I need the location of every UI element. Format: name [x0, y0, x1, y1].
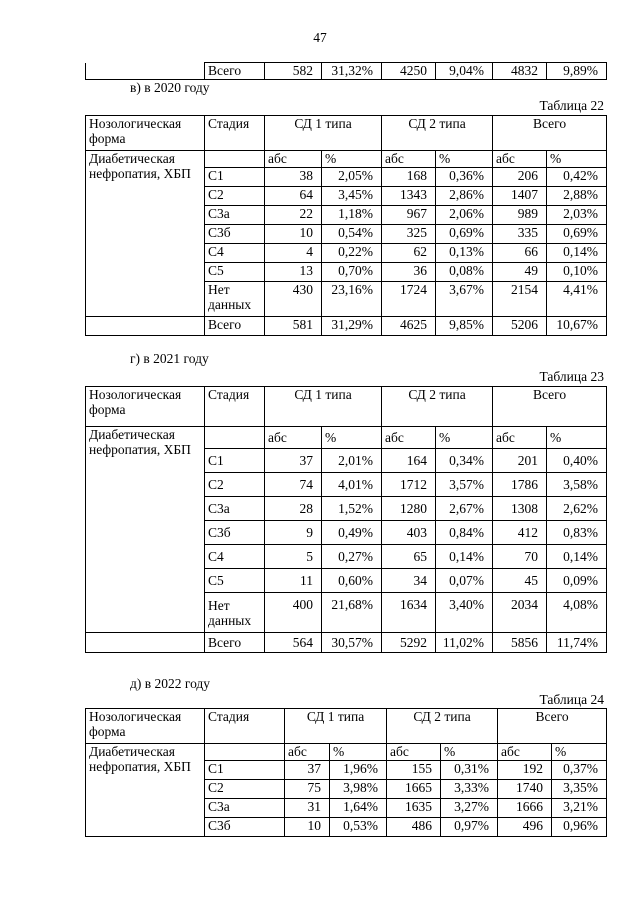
sd1-pct-cell: 31,32%: [322, 63, 382, 80]
sd2-abs-cell: 967: [382, 206, 436, 225]
sd1-abs-cell: 64: [265, 187, 322, 206]
sd2-abs-cell: 62: [382, 244, 436, 263]
form-cell: [86, 63, 205, 80]
stage-cell: С1: [205, 168, 265, 187]
sd2-abs-header: абс: [382, 427, 436, 449]
header-form: Нозологическая форма: [86, 709, 205, 744]
total-abs-header: абс: [493, 427, 547, 449]
total-pct-cell: 0,83%: [547, 521, 607, 545]
subheader-row: [86, 427, 607, 449]
sd2-pct-cell: 3,33%: [441, 780, 498, 799]
total-abs-cell: 206: [493, 168, 547, 187]
total-pct-header: %: [547, 427, 607, 449]
sd2-pct-cell: 0,84%: [436, 521, 493, 545]
sd1-pct-cell: 23,16%: [322, 282, 382, 317]
total-pct-cell: 4,08%: [547, 593, 607, 633]
total-abs-cell: 496: [498, 818, 552, 837]
sd1-abs-cell: 400: [265, 593, 322, 633]
stage-cell: С2: [205, 780, 285, 799]
stage-cell: С3б: [205, 225, 265, 244]
form-cell: [86, 317, 205, 336]
sd2-abs-cell: 34: [382, 569, 436, 593]
stage-cell: [205, 151, 265, 168]
sd1-abs-cell: 9: [265, 521, 322, 545]
stage-cell: Нет данных: [205, 593, 265, 633]
sd2-abs-cell: 403: [382, 521, 436, 545]
sd1-pct-header: %: [322, 427, 382, 449]
total-pct-cell: 3,58%: [547, 473, 607, 497]
sd2-abs-cell: 1665: [387, 780, 441, 799]
sd1-pct-cell: 31,29%: [322, 317, 382, 336]
total-pct-cell: 3,21%: [552, 799, 607, 818]
sd1-pct-header: %: [322, 151, 382, 168]
sd1-pct-cell: 3,98%: [330, 780, 387, 799]
sd2-pct-cell: 2,06%: [436, 206, 493, 225]
table-row-total: [86, 317, 607, 336]
total-abs-cell: 70: [493, 545, 547, 569]
sd1-abs-cell: 13: [265, 263, 322, 282]
section-caption-2022: д) в 2022 году: [130, 676, 211, 691]
sd1-pct-cell: 21,68%: [322, 593, 382, 633]
sd1-abs-cell: 4: [265, 244, 322, 263]
sd1-abs-cell: 11: [265, 569, 322, 593]
sd1-pct-header: %: [330, 744, 387, 761]
header-row: [86, 116, 607, 151]
sd2-pct-cell: 0,69%: [436, 225, 493, 244]
stage-cell: С5: [205, 569, 265, 593]
table-label-24: Таблица 24: [539, 692, 604, 707]
form-cell: Диабетическая нефропатия, ХБП: [86, 427, 205, 633]
total-pct-cell: 3,35%: [552, 780, 607, 799]
header-total: Всего: [498, 709, 607, 744]
stage-cell: С1: [205, 449, 265, 473]
total-pct-cell: 11,74%: [547, 633, 607, 653]
subheader-row: [86, 744, 607, 761]
total-abs-cell: 45: [493, 569, 547, 593]
form-cell: Диабетическая нефропатия, ХБП: [86, 151, 205, 317]
stage-cell: Всего: [205, 317, 265, 336]
sd2-abs-cell: 1635: [387, 799, 441, 818]
total-pct-cell: 4,41%: [547, 282, 607, 317]
stage-cell: С3а: [205, 497, 265, 521]
sd1-pct-cell: 0,49%: [322, 521, 382, 545]
total-pct-cell: 0,09%: [547, 569, 607, 593]
sd2-abs-cell: 168: [382, 168, 436, 187]
sd2-pct-cell: 3,67%: [436, 282, 493, 317]
sd1-abs-header: абс: [285, 744, 330, 761]
stage-cell: С4: [205, 545, 265, 569]
sd1-pct-cell: 2,01%: [322, 449, 382, 473]
total-pct-cell: 0,69%: [547, 225, 607, 244]
header-sd1: СД 1 типа: [265, 116, 382, 151]
sd2-abs-cell: 325: [382, 225, 436, 244]
stage-cell: С2: [205, 187, 265, 206]
sd1-pct-cell: 3,45%: [322, 187, 382, 206]
total-abs-cell: 1407: [493, 187, 547, 206]
table-label-23: Таблица 23: [539, 369, 604, 384]
sd1-abs-cell: 38: [265, 168, 322, 187]
section-caption-2021: г) в 2021 году: [130, 351, 209, 366]
stage-cell: Нет данных: [205, 282, 265, 317]
sd2-abs-cell: 1712: [382, 473, 436, 497]
total-pct-cell: 0,42%: [547, 168, 607, 187]
sd2-pct-cell: 0,97%: [441, 818, 498, 837]
total-pct-cell: 0,96%: [552, 818, 607, 837]
sd2-pct-cell: 0,34%: [436, 449, 493, 473]
sd1-pct-cell: 1,18%: [322, 206, 382, 225]
total-abs-cell: 989: [493, 206, 547, 225]
sd2-pct-cell: 11,02%: [436, 633, 493, 653]
total-abs-cell: 192: [498, 761, 552, 780]
sd2-pct-cell: 2,67%: [436, 497, 493, 521]
subheader-row: [86, 151, 607, 168]
sd1-abs-cell: 28: [265, 497, 322, 521]
header-sd1: СД 1 типа: [285, 709, 387, 744]
sd2-abs-cell: 5292: [382, 633, 436, 653]
stage-cell: С3а: [205, 799, 285, 818]
total-abs-header: абс: [498, 744, 552, 761]
sd1-pct-cell: 0,70%: [322, 263, 382, 282]
sd2-abs-cell: 164: [382, 449, 436, 473]
sd2-pct-cell: 9,85%: [436, 317, 493, 336]
stage-cell: С5: [205, 263, 265, 282]
stage-cell: [205, 744, 285, 761]
sd1-pct-cell: 0,54%: [322, 225, 382, 244]
header-row: [86, 387, 607, 427]
sd2-pct-cell: 3,40%: [436, 593, 493, 633]
sd1-pct-cell: 0,22%: [322, 244, 382, 263]
sd2-pct-cell: 0,08%: [436, 263, 493, 282]
header-row: [86, 709, 607, 744]
sd2-pct-cell: 2,86%: [436, 187, 493, 206]
sd1-abs-cell: 22: [265, 206, 322, 225]
sd2-abs-header: абс: [387, 744, 441, 761]
total-pct-cell: 0,37%: [552, 761, 607, 780]
sd1-pct-cell: 0,53%: [330, 818, 387, 837]
sd2-pct-cell: 0,13%: [436, 244, 493, 263]
table-24: [85, 708, 607, 837]
sd1-pct-cell: 1,52%: [322, 497, 382, 521]
sd2-pct-cell: 3,57%: [436, 473, 493, 497]
stage-cell: С3б: [205, 818, 285, 837]
sd1-abs-cell: 37: [265, 449, 322, 473]
header-sd2: СД 2 типа: [382, 387, 493, 427]
header-form: Нозологическая форма: [86, 387, 205, 427]
sd1-pct-cell: 0,60%: [322, 569, 382, 593]
form-cell: Диабетическая нефропатия, ХБП: [86, 744, 205, 837]
sd1-abs-cell: 75: [285, 780, 330, 799]
header-sd2: СД 2 типа: [382, 116, 493, 151]
sd1-pct-cell: 1,96%: [330, 761, 387, 780]
total-pct-cell: 0,14%: [547, 545, 607, 569]
sd2-abs-cell: 65: [382, 545, 436, 569]
section-caption-2020: в) в 2020 году: [130, 80, 210, 95]
stage-cell: Всего: [205, 63, 265, 80]
sd1-pct-cell: 0,27%: [322, 545, 382, 569]
sd1-pct-cell: 30,57%: [322, 633, 382, 653]
sd2-abs-cell: 1343: [382, 187, 436, 206]
sd2-abs-cell: 4625: [382, 317, 436, 336]
sd2-abs-cell: 4250: [382, 63, 436, 80]
stage-cell: С3б: [205, 521, 265, 545]
form-cell: [86, 633, 205, 653]
total-abs-cell: 49: [493, 263, 547, 282]
sd1-abs-cell: 37: [285, 761, 330, 780]
continued-table: [85, 62, 607, 80]
table-label-22: Таблица 22: [539, 98, 604, 113]
sd2-abs-cell: 1280: [382, 497, 436, 521]
sd1-abs-cell: 10: [265, 225, 322, 244]
stage-cell: С4: [205, 244, 265, 263]
page-number: 47: [313, 30, 327, 45]
sd1-abs-cell: 74: [265, 473, 322, 497]
total-pct-header: %: [552, 744, 607, 761]
total-pct-cell: 0,40%: [547, 449, 607, 473]
sd2-pct-cell: 0,31%: [441, 761, 498, 780]
stage-cell: [205, 427, 265, 449]
sd1-abs-cell: 582: [265, 63, 322, 80]
total-abs-cell: 66: [493, 244, 547, 263]
total-abs-cell: 335: [493, 225, 547, 244]
total-abs-header: абс: [493, 151, 547, 168]
sd1-abs-header: абс: [265, 427, 322, 449]
total-abs-cell: 5856: [493, 633, 547, 653]
total-pct-cell: 0,10%: [547, 263, 607, 282]
sd2-abs-cell: 486: [387, 818, 441, 837]
total-pct-cell: 9,89%: [547, 63, 607, 80]
header-sd1: СД 1 типа: [265, 387, 382, 427]
total-abs-cell: 412: [493, 521, 547, 545]
total-pct-cell: 2,62%: [547, 497, 607, 521]
sd2-abs-cell: 1634: [382, 593, 436, 633]
stage-cell: Всего: [205, 633, 265, 653]
total-abs-cell: 4832: [493, 63, 547, 80]
sd1-abs-cell: 10: [285, 818, 330, 837]
table-23: [85, 386, 607, 653]
total-abs-cell: 2154: [493, 282, 547, 317]
sd2-pct-cell: 0,36%: [436, 168, 493, 187]
sd1-pct-cell: 1,64%: [330, 799, 387, 818]
total-pct-cell: 10,67%: [547, 317, 607, 336]
sd1-abs-cell: 5: [265, 545, 322, 569]
sd1-pct-cell: 2,05%: [322, 168, 382, 187]
stage-cell: С1: [205, 761, 285, 780]
header-sd2: СД 2 типа: [387, 709, 498, 744]
stage-cell: С3а: [205, 206, 265, 225]
sd1-abs-header: абс: [265, 151, 322, 168]
header-stage: Стадия: [205, 387, 265, 427]
sd1-abs-cell: 31: [285, 799, 330, 818]
total-abs-cell: 5206: [493, 317, 547, 336]
sd2-pct-cell: 3,27%: [441, 799, 498, 818]
header-stage: Стадия: [205, 709, 285, 744]
sd1-pct-cell: 4,01%: [322, 473, 382, 497]
total-pct-cell: 2,03%: [547, 206, 607, 225]
total-abs-cell: 201: [493, 449, 547, 473]
total-abs-cell: 1740: [498, 780, 552, 799]
total-abs-cell: 1308: [493, 497, 547, 521]
total-abs-cell: 1786: [493, 473, 547, 497]
header-total: Всего: [493, 387, 607, 427]
sd1-abs-cell: 581: [265, 317, 322, 336]
header-stage: Стадия: [205, 116, 265, 151]
sd1-abs-cell: 564: [265, 633, 322, 653]
total-abs-cell: 2034: [493, 593, 547, 633]
table-row-total: [86, 63, 607, 80]
sd2-abs-header: абс: [382, 151, 436, 168]
sd2-pct-cell: 0,07%: [436, 569, 493, 593]
stage-cell: С2: [205, 473, 265, 497]
sd2-pct-cell: 0,14%: [436, 545, 493, 569]
table-22: [85, 115, 607, 336]
sd2-pct-header: %: [441, 744, 498, 761]
sd2-abs-cell: 155: [387, 761, 441, 780]
total-pct-cell: 0,14%: [547, 244, 607, 263]
sd2-pct-header: %: [436, 151, 493, 168]
sd2-pct-cell: 9,04%: [436, 63, 493, 80]
total-pct-cell: 2,88%: [547, 187, 607, 206]
header-total: Всего: [493, 116, 607, 151]
sd1-abs-cell: 430: [265, 282, 322, 317]
table-row-total: [86, 633, 607, 653]
header-form: Нозологическая форма: [86, 116, 205, 151]
total-abs-cell: 1666: [498, 799, 552, 818]
total-pct-header: %: [547, 151, 607, 168]
sd2-abs-cell: 36: [382, 263, 436, 282]
sd2-abs-cell: 1724: [382, 282, 436, 317]
sd2-pct-header: %: [436, 427, 493, 449]
